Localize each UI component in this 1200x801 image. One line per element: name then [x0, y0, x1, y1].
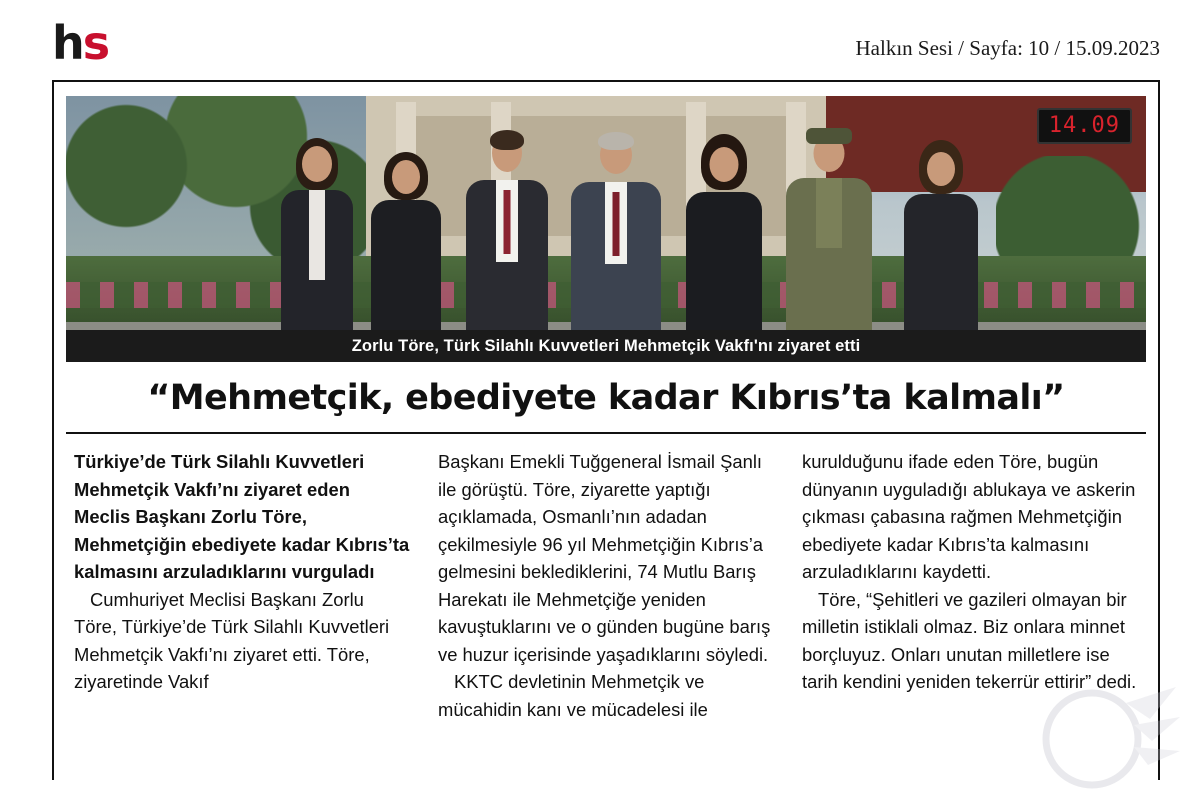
paragraph: Başkanı Emekli Tuğgeneral İsmail Şanlı ile görüştü. Töre, ziyarette yaptığı açıklamada, Osmanlı’nın adadan çekilmesiyle 96 yıl Mehmetçiğin Kıbrıs’a gelmesini beklediklerini, 74 Mutlu Barış Harekatı ile Mehmetçiğe yeniden kavuştuklarını ve o günden bugüne barış ve huzur içerisinde yaşadıklarını söyledi. [438, 451, 771, 665]
article-photo [66, 96, 1146, 362]
paragraph: Töre, “Şehitleri ve gazileri olmayan bir milletin istiklali olmaz. Biz onlara minnet borçluyuz. Onları unutan milletlere ise tarih kendini yeniden tekerrür ettirir” dedi. [802, 588, 1137, 692]
masthead [52, 18, 1160, 76]
digital-clock [1037, 108, 1132, 144]
photo-person [686, 135, 762, 340]
paragraph-lead: Türkiye’de Türk Silahlı Kuvvetleri Mehmetçik Vakfı’nı ziyaret eden Meclis Başkanı Zorlu Töre, Mehmetçiğin ebediyete kadar Kıbrıs’ta kalmasını arzuladıklarını vurguladı [74, 451, 410, 582]
divider-left [52, 80, 54, 780]
photo-person [371, 155, 441, 340]
publication-logo: hs [52, 16, 109, 70]
article-body [60, 448, 1152, 768]
divider-under-headline [66, 432, 1146, 434]
source-line: Halkın Sesi / Sayfa: 10 / 15.09.2023 [855, 36, 1160, 60]
paragraph: kurulduğunu ifade eden Töre, bugün dünyanın uyguladığı ablukaya ve askerin çıkması çabasına rağmen Mehmetçiğin ebediyete kadar Kıbrıs’ta kalmasını arzuladıklarını kaydetti. [802, 451, 1136, 582]
logo-accent-letter: s [82, 16, 109, 70]
divider-top [52, 80, 1160, 82]
article-column-2 [424, 448, 788, 768]
article-column-1 [60, 448, 424, 768]
clock-time: 14.09 [1048, 113, 1120, 138]
photo-person [281, 135, 353, 340]
photo-person [466, 118, 548, 340]
photo-caption: Zorlu Töre, Türk Silahlı Kuvvetleri Mehmetçik Vakfı'nı ziyaret etti [351, 336, 861, 355]
photo-person [904, 140, 978, 340]
photo-caption-bar [66, 330, 1146, 362]
watermark-icon [1030, 673, 1180, 793]
paragraph: Cumhuriyet Meclisi Başkanı Zorlu Töre, Türkiye’de Türk Silahlı Kuvvetleri Mehmetçik Vakfı’nı ziyaret etti. Töre, ziyaretinde Vakıf [74, 588, 390, 692]
paragraph: KKTC devletinin Mehmetçik ve mücahidin kanı ve mücadelesi ile [438, 671, 708, 720]
photo-person [571, 122, 661, 340]
article-headline: “Mehmetçik, ebediyete kadar Kıbrıs’ta kalmalı” [147, 378, 1065, 418]
photo-person [786, 118, 872, 340]
